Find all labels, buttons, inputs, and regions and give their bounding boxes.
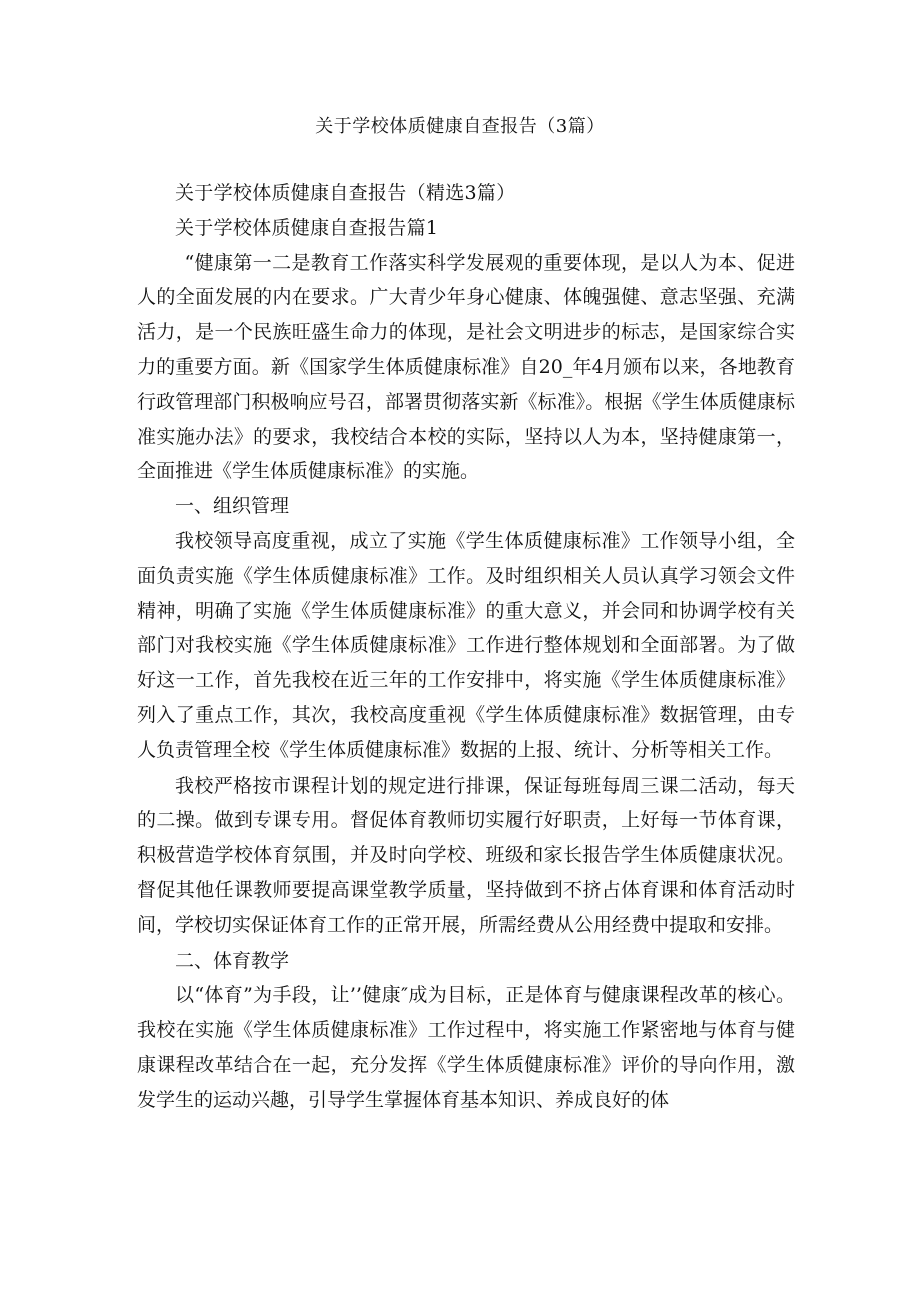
section-paragraph: 我校领导高度重视，成立了实施《学生体质健康标准》工作领导小组，全面负责实施《学生体质健康标准》工作。及时组织相关人员认真学习领会文件精神，明确了实施《学生体质健康标准》的重大意义，并会同和协调学校有关部门对我校实施《学生体质健康标准》工作进行整体规划和全面部署。为了做好这一工作，首先我校在近三年的工作安排中，将实施《学生体质健康标准》列入了重点工作，其次，我校高度重视《学生体质健康标准》数据管理，由专人负责管理全校《学生体质健康标准》数据的上报、统计、分析等相关工作。 <box>137 529 795 761</box>
document-body <box>137 176 795 1119</box>
article-heading: 关于学校体质健康自查报告篇1 <box>175 216 439 239</box>
document-subtitle: 关于学校体质健康自查报告（精选3篇） <box>175 182 516 204</box>
section-heading-teaching: 二、体育教学 <box>175 949 290 972</box>
section-paragraph: 以“体育”为手段，让’’健康″成为目标，正是体育与健康课程改革的核心。我校在实施《学生体质健康标准》工作过程中，将实施工作紧密地与体育与健康课程改革结合在一起，充分发挥《学生体质健康标准》评价的导向作用，激发学生的运动兴趣，引导学生掌握体育基本知识、养成良好的体 <box>137 984 795 1111</box>
document-title: 关于学校体质健康自查报告（3篇） <box>315 116 605 137</box>
section-heading-organization: 一、组织管理 <box>175 495 290 518</box>
section-paragraph: 我校严格按市课程计划的规定进行排课，保证每班每周三课二活动，每天的二操。做到专课专用。督促体育教师切实履行好职责，上好每一节体育课，积极营造学校体育氛围，并及时向学校、班级和家长报告学生体质健康状况。督促其他任课教师要提高课堂教学质量，坚持做到不挤占体育课和体育活动时间，学校切实保证体育工作的正常开展，所需经费从公用经费中提取和安排。 <box>137 774 795 936</box>
intro-paragraph: “健康第一二是教育工作落实科学发展观的重要体现，是以人为本、促进人的全面发展的内在要求。广大青少年身心健康、体魄强健、意志坚强、充满活力，是一个民族旺盛生命力的体现，是社会文明进步的标志，是国家综合实力的重要方面。新《国家学生体质健康标准》自20_年4月颁布以来，各地教育行政管理部门积极响应号召，部署贯彻落实新《标准》。根据《学生体质健康标准实施办法》的要求，我校结合本校的实际，坚持以人为本，坚持健康第一，全面推进《学生体质健康标准》的实施。 <box>137 251 795 483</box>
